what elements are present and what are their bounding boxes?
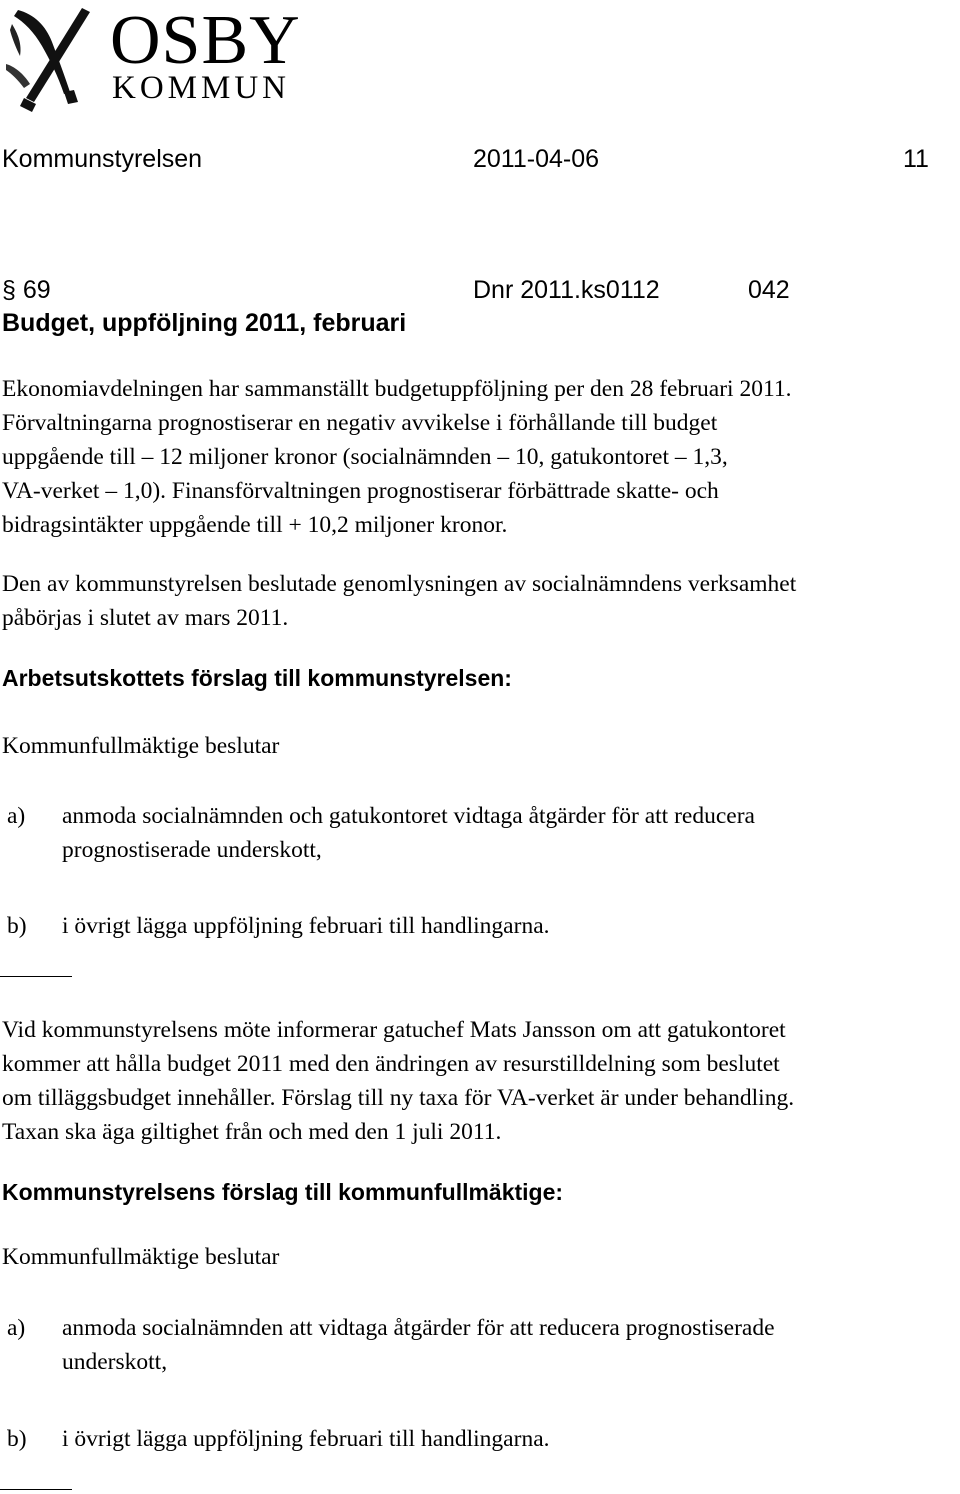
page-number: 11	[903, 145, 929, 173]
text-line: Taxan ska äga giltighet från och med den 1 juli 2011.	[2, 1119, 502, 1145]
logo-subtitle: KOMMUN	[112, 70, 291, 106]
case-title: Budget, uppföljning 2011, februari	[2, 309, 407, 337]
text-line: VA-verket – 1,0). Finansförvaltningen prognostiserar förbättrade skatte- och	[2, 478, 719, 504]
text-line: anmoda socialnämnden att vidtaga åtgärder för att reducera prognostiserade	[62, 1315, 775, 1341]
text-line: Förvaltningarna prognostiserar en negativ avvikelse i förhållande till budget	[2, 410, 718, 436]
text-line: kommer att hålla budget 2011 med den ändringen av resurstilldelning som beslutet	[2, 1051, 780, 1077]
list-item	[62, 799, 755, 867]
case-code: 042	[748, 276, 790, 304]
osby-kommun-logo	[4, 2, 301, 116]
decision-intro: Kommunfullmäktige beslutar	[2, 733, 280, 759]
list-item	[62, 1311, 775, 1379]
paragraph-review	[2, 567, 796, 635]
text-line: prognostiserade underskott,	[62, 837, 322, 863]
text-line: om tilläggsbudget innehåller. Förslag till ny taxa för VA-verket är under behandling.	[2, 1085, 795, 1111]
header-organ: Kommunstyrelsen	[2, 145, 203, 173]
logo-name: OSBY	[110, 2, 301, 79]
header-date: 2011-04-06	[473, 145, 600, 173]
list-marker: b)	[7, 1426, 27, 1452]
text-line: Den av kommunstyrelsen beslutade genomlysningen av socialnämndens verksamhet	[2, 571, 797, 597]
text-line: i övrigt lägga uppföljning februari till handlingarna.	[62, 1426, 550, 1452]
text-line: anmoda socialnämnden och gatukontoret vidtaga åtgärder för att reducera	[62, 803, 755, 829]
text-line: underskott,	[62, 1349, 168, 1375]
diary-number: Dnr 2011.ks0112	[473, 276, 660, 304]
text-line: påbörjas i slutet av mars 2011.	[2, 605, 289, 631]
section-number: § 69	[2, 276, 51, 304]
paragraph-meeting-info	[2, 1013, 794, 1149]
list-marker: b)	[7, 913, 27, 939]
divider	[0, 976, 72, 977]
text-line: i övrigt lägga uppföljning februari till handlingarna.	[62, 913, 550, 939]
crossed-weapons-emblem	[4, 4, 104, 116]
heading-committee-proposal: Arbetsutskottets förslag till kommunstyrelsen:	[2, 665, 512, 691]
text-line: Vid kommunstyrelsens möte informerar gatuchef Mats Jansson om att gatukontoret	[2, 1017, 786, 1043]
paragraph-budget-summary	[2, 372, 791, 542]
list-marker: a)	[7, 1315, 26, 1341]
list-item	[62, 1422, 550, 1456]
text-line: uppgående till – 12 miljoner kronor (socialnämnden – 10, gatukontoret – 1,3,	[2, 444, 728, 470]
list-item	[62, 909, 550, 943]
text-line: bidragsintäkter uppgående till + 10,2 miljoner kronor.	[2, 512, 508, 538]
divider	[0, 1489, 72, 1490]
decision-intro: Kommunfullmäktige beslutar	[2, 1244, 280, 1270]
text-line: Ekonomiavdelningen har sammanställt budgetuppföljning per den 28 februari 2011.	[2, 376, 792, 402]
list-marker: a)	[7, 803, 26, 829]
heading-board-proposal: Kommunstyrelsens förslag till kommunfullmäktige:	[2, 1179, 564, 1205]
